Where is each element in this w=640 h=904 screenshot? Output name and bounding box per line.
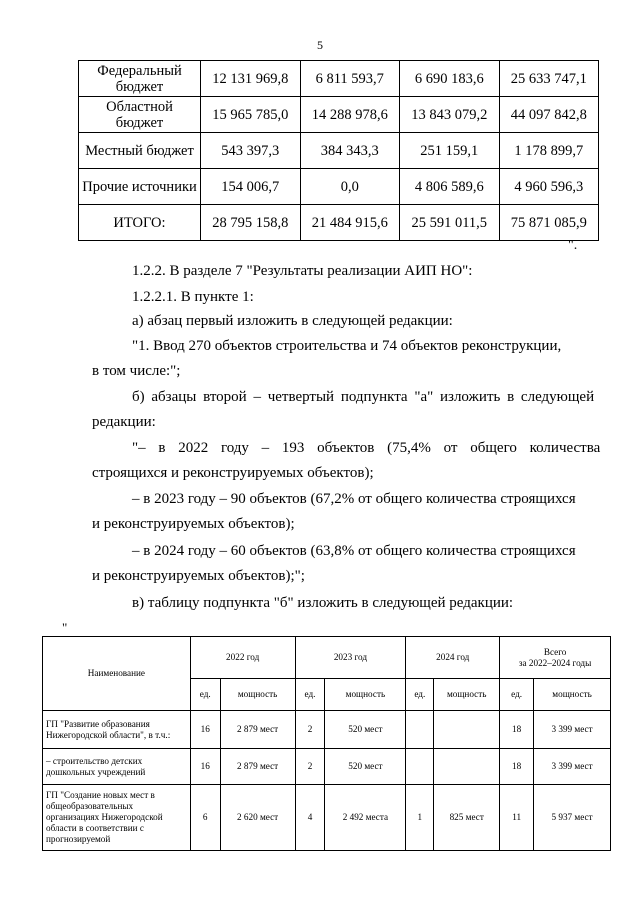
closing-quote: ". [568, 238, 578, 253]
fin-row [79, 205, 599, 241]
fin-row [79, 169, 599, 205]
paragraph-section-7: 1.2.2. В разделе 7 "Результаты реализации АИП НО": [132, 263, 473, 279]
cell-pt: 5 937 мест [534, 785, 611, 851]
header-name: Наименование [43, 637, 191, 711]
cell-u2023: 2 [295, 749, 325, 785]
fin-cell-v1: 12 131 969,8 [201, 61, 301, 97]
fin-cell-v2: 6 811 593,7 [300, 61, 400, 97]
header-power-2022: мощность [220, 679, 295, 711]
fin-cell-v2: 384 343,3 [300, 133, 400, 169]
paragraph-2022-line1: "– в 2022 году – 193 объектов (75,4% от общего количества [132, 440, 601, 456]
table-row [43, 785, 611, 851]
paragraph-b1-line2: в том числе:"; [92, 363, 181, 379]
paragraph-b-line1: б) абзацы второй – четвертый подпункта "а" изложить в следующей [132, 389, 595, 405]
cell-p2022: 2 879 мест [220, 711, 295, 749]
fin-cell-v3: 251 159,1 [400, 133, 500, 169]
opening-quote: " [62, 620, 68, 635]
paragraph-item-1: 1.2.2.1. В пункте 1: [132, 289, 254, 305]
cell-p2023: 2 492 места [325, 785, 406, 851]
cell-ut: 11 [500, 785, 534, 851]
fin-cell-v1: 15 965 785,0 [201, 97, 301, 133]
header-2023: 2023 год [295, 637, 406, 679]
paragraph-c: в) таблицу подпункта "б" изложить в следующей редакции: [132, 595, 514, 611]
fin-cell-total: 4 960 596,3 [499, 169, 599, 205]
header-units-2022: ед. [190, 679, 220, 711]
paragraph-2023-line1: – в 2023 году – 90 объектов (67,2% от общего количества строящихся [132, 491, 576, 507]
fin-cell-v1: 28 795 158,8 [201, 205, 301, 241]
fin-row [79, 97, 599, 133]
row-name: ГП "Создание новых мест в общеобразовательных организациях Нижегородской области в соответствии с прогнозируемой [43, 785, 191, 851]
fin-cell-v2: 21 484 915,6 [300, 205, 400, 241]
cell-u2022: 16 [190, 711, 220, 749]
fin-cell-v2: 14 288 978,6 [300, 97, 400, 133]
page-number: 5 [317, 38, 323, 52]
paragraph-2022-line2: строящихся и реконструируемых объектов); [92, 465, 374, 481]
header-power-total: мощность [534, 679, 611, 711]
financing-table [78, 60, 599, 241]
fin-cell-total: 44 097 842,8 [499, 97, 599, 133]
fin-cell-v3: 6 690 183,6 [400, 61, 500, 97]
fin-row-label: Федеральный бюджет [79, 61, 201, 97]
fin-row [79, 133, 599, 169]
cell-u2024: 1 [406, 785, 434, 851]
cell-pt: 3 399 мест [534, 711, 611, 749]
cell-p2024 [434, 749, 500, 785]
fin-row-label: Областной бюджет [79, 97, 201, 133]
fin-row-label: Прочие источники [79, 169, 201, 205]
cell-ut: 18 [500, 711, 534, 749]
fin-cell-v3: 4 806 589,6 [400, 169, 500, 205]
row-name: – строительство детских дошкольных учреждений [43, 749, 191, 785]
header-units-2024: ед. [406, 679, 434, 711]
row-name: ГП "Развитие образования Нижегородской области", в т.ч.: [43, 711, 191, 749]
paragraph-2024-line2: и реконструируемых объектов);"; [92, 568, 305, 584]
paragraph-b-line2: редакции: [92, 414, 156, 430]
header-2022: 2022 год [190, 637, 295, 679]
header-total-line2: за 2022–2024 годы [518, 657, 592, 668]
header-power-2023: мощность [325, 679, 406, 711]
cell-p2023: 520 мест [325, 711, 406, 749]
cell-u2023: 2 [295, 711, 325, 749]
header-units-total: ед. [500, 679, 534, 711]
fin-cell-total: 1 178 899,7 [499, 133, 599, 169]
header-total [500, 637, 611, 679]
cell-p2022: 2 620 мест [220, 785, 295, 851]
cell-u2023: 4 [295, 785, 325, 851]
fin-cell-total: 75 871 085,9 [499, 205, 599, 241]
header-total-line1: Всего [543, 646, 567, 657]
paragraph-2023-line2: и реконструируемых объектов); [92, 516, 295, 532]
fin-row-label: ИТОГО: [79, 205, 201, 241]
cell-p2022: 2 879 мест [220, 749, 295, 785]
cell-ut: 18 [500, 749, 534, 785]
cell-p2023: 520 мест [325, 749, 406, 785]
fin-cell-v3: 25 591 011,5 [400, 205, 500, 241]
objects-table [42, 636, 611, 851]
paragraph-a: а) абзац первый изложить в следующей редакции: [132, 313, 453, 329]
fin-cell-v1: 154 006,7 [201, 169, 301, 205]
cell-u2024 [406, 749, 434, 785]
cell-u2024 [406, 711, 434, 749]
fin-cell-v1: 543 397,3 [201, 133, 301, 169]
fin-row [79, 61, 599, 97]
fin-cell-total: 25 633 747,1 [499, 61, 599, 97]
cell-u2022: 16 [190, 749, 220, 785]
header-2024: 2024 год [406, 637, 500, 679]
table-row [43, 711, 611, 749]
header-units-2023: ед. [295, 679, 325, 711]
fin-cell-v2: 0,0 [300, 169, 400, 205]
fin-cell-v3: 13 843 079,2 [400, 97, 500, 133]
cell-p2024: 825 мест [434, 785, 500, 851]
paragraph-2024-line1: – в 2024 году – 60 объектов (63,8% от общего количества строящихся [132, 543, 576, 559]
table-row [43, 749, 611, 785]
cell-u2022: 6 [190, 785, 220, 851]
cell-pt: 3 399 мест [534, 749, 611, 785]
cell-p2024 [434, 711, 500, 749]
header-power-2024: мощность [434, 679, 500, 711]
fin-row-label: Местный бюджет [79, 133, 201, 169]
paragraph-b1-line1: "1. Ввод 270 объектов строительства и 74 объектов реконструкции, [132, 338, 562, 354]
